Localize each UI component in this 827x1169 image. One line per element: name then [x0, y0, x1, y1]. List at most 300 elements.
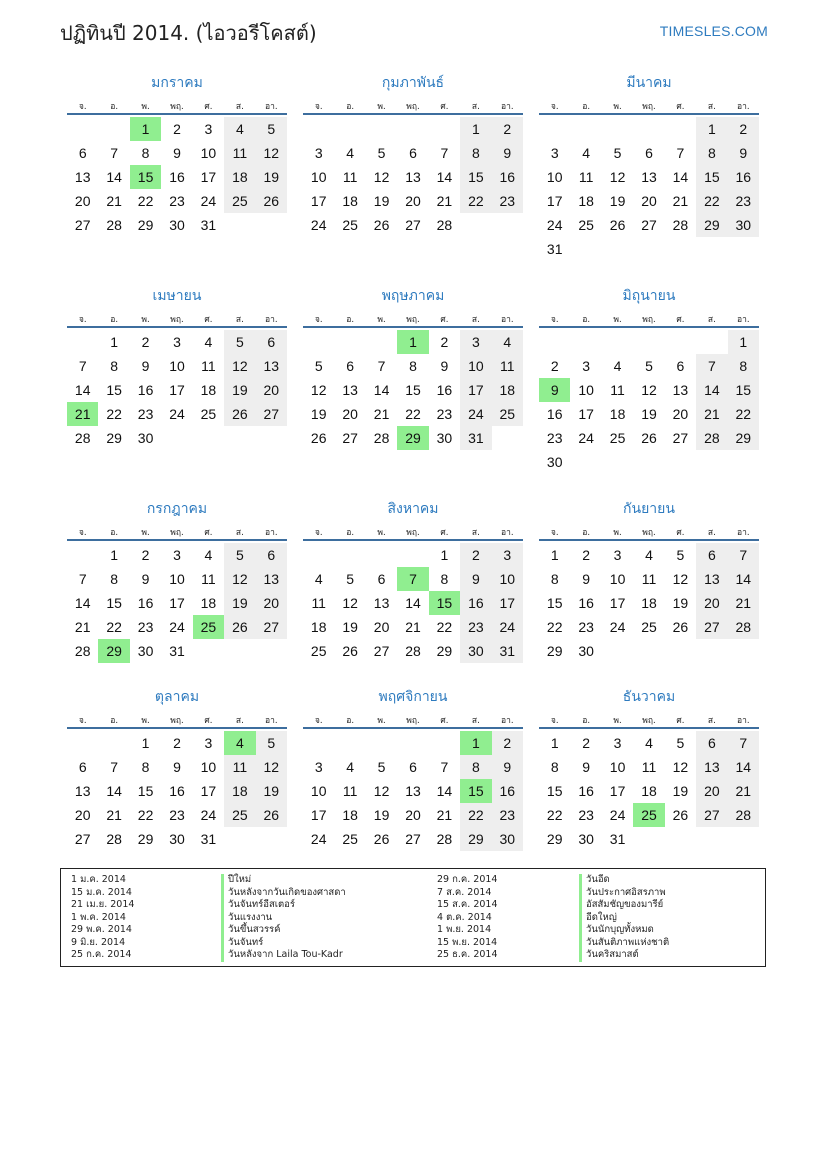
day-cell: 11	[311, 595, 326, 611]
day-cell: 12	[224, 567, 255, 591]
day-cell: 4	[492, 330, 523, 354]
day-cell: 25	[310, 643, 327, 659]
day-cell: 25	[641, 619, 657, 635]
day-cell: 14	[436, 783, 453, 799]
day-cell: 28	[373, 430, 390, 446]
day-cell: 25	[200, 406, 217, 422]
day-cell: 6	[409, 759, 417, 775]
day-cell: 9	[582, 571, 591, 587]
day-cell: 21	[106, 807, 122, 823]
day-cell: 3	[314, 145, 323, 161]
day-cell: 22	[546, 619, 563, 635]
day-cell: 4	[645, 547, 653, 563]
day-cell: 21	[436, 807, 453, 823]
day-cell: 16	[578, 595, 594, 611]
day-cell: 22	[106, 406, 122, 422]
day-cell: 20	[405, 193, 421, 209]
weekday-header: จ.	[550, 315, 559, 325]
month-name: กุมภาพันธ์	[381, 75, 445, 91]
day-cell: 7	[676, 145, 685, 161]
day-cell: 30	[169, 217, 185, 233]
weekday-header: พ.	[613, 528, 622, 538]
day-cell: 22	[137, 193, 154, 209]
day-cell: 5	[676, 547, 685, 563]
day-cell: 1	[550, 547, 559, 563]
day-cell: 16	[492, 779, 523, 803]
day-cell: 18	[641, 595, 657, 611]
day-cell: 13	[74, 783, 91, 799]
day-cell: 2	[582, 547, 591, 563]
day-cell: 11	[342, 783, 358, 799]
day-cell: 1	[440, 547, 449, 563]
day-cell: 8	[409, 358, 417, 374]
weekday-header: อ.	[110, 315, 119, 325]
day-cell: 17	[492, 591, 523, 615]
day-cell: 26	[641, 430, 657, 446]
day-cell: 18	[200, 595, 217, 611]
holiday-name: วันแรงงาน	[221, 912, 346, 925]
holiday-name: วันจันทร์	[221, 937, 346, 950]
holiday-date: 25 ธ.ค. 2014	[437, 949, 498, 960]
day-cell: 19	[224, 591, 255, 615]
holiday-list	[60, 868, 766, 967]
day-cell: 3	[492, 543, 523, 567]
day-cell: 28	[436, 831, 453, 847]
day-cell: 7	[110, 145, 119, 161]
day-cell: 7	[110, 759, 119, 775]
day-cell: 16	[578, 783, 594, 799]
day-cell: 8	[460, 755, 491, 779]
day-cell: 26	[609, 217, 626, 233]
day-cell: 11	[224, 141, 255, 165]
day-cell: 26	[224, 615, 255, 639]
day-cell: 27	[641, 217, 657, 233]
holiday-day-cell: 9	[539, 378, 570, 402]
day-cell: 17	[460, 378, 491, 402]
holiday-day-cell: 15	[429, 591, 460, 615]
weekday-header: จ.	[314, 528, 323, 538]
holiday-date: 15 ส.ค. 2014	[437, 899, 498, 910]
holiday-day-cell: 7	[397, 567, 428, 591]
day-cell: 24	[578, 430, 594, 446]
day-cell: 21	[405, 619, 421, 635]
day-cell: 5	[346, 571, 355, 587]
day-cell: 14	[373, 382, 390, 398]
day-cell: 11	[578, 169, 594, 185]
day-cell: 3	[173, 334, 181, 350]
day-cell: 9	[141, 571, 150, 587]
weekday-header: พ.	[377, 315, 386, 325]
day-cell: 18	[578, 193, 594, 209]
day-cell: 19	[310, 406, 327, 422]
day-cell: 16	[169, 783, 185, 799]
day-cell: 13	[696, 567, 727, 591]
day-cell: 10	[310, 783, 327, 799]
weekday-header: อ.	[346, 716, 355, 726]
weekday-header: จ.	[314, 716, 323, 726]
day-cell: 19	[256, 165, 287, 189]
day-cell: 13	[256, 354, 287, 378]
weekday-header: อา.	[736, 102, 750, 112]
day-cell: 16	[546, 406, 563, 422]
day-cell: 24	[200, 193, 217, 209]
holiday-names-left	[221, 874, 346, 962]
day-cell: 30	[436, 430, 453, 446]
day-cell: 28	[672, 217, 689, 233]
day-cell: 7	[440, 759, 449, 775]
day-cell: 12	[342, 595, 358, 611]
weekday-header: อา.	[264, 528, 278, 538]
day-cell: 31	[200, 217, 217, 233]
day-cell: 6	[78, 145, 87, 161]
weekday-header: อา.	[500, 528, 514, 538]
day-cell: 14	[106, 783, 122, 799]
day-cell: 2	[492, 731, 523, 755]
day-cell: 1	[110, 334, 119, 350]
day-cell: 31	[546, 241, 563, 257]
weekday-header: จ.	[550, 716, 559, 726]
day-cell: 1	[696, 117, 727, 141]
day-cell: 7	[377, 358, 386, 374]
month-divider	[303, 113, 523, 115]
day-cell: 28	[106, 217, 122, 233]
day-cell: 13	[405, 783, 421, 799]
day-cell: 13	[74, 169, 91, 185]
day-cell: 12	[256, 141, 287, 165]
day-cell: 30	[578, 831, 594, 847]
day-cell: 6	[676, 358, 685, 374]
day-cell: 5	[377, 145, 386, 161]
day-cell: 27	[74, 831, 91, 847]
weekday-header: อา.	[500, 716, 514, 726]
day-cell: 2	[141, 334, 150, 350]
day-cell: 2	[460, 543, 491, 567]
day-cell: 9	[582, 759, 591, 775]
weekday-header: อ.	[582, 102, 591, 112]
day-cell: 18	[224, 779, 255, 803]
day-cell: 16	[169, 169, 185, 185]
day-cell: 2	[173, 735, 181, 751]
day-cell: 10	[460, 354, 491, 378]
day-cell: 15	[696, 165, 727, 189]
day-cell: 4	[346, 759, 355, 775]
holiday-day-cell: 15	[130, 165, 161, 189]
day-cell: 6	[409, 145, 417, 161]
day-cell: 28	[728, 803, 759, 827]
day-cell: 6	[645, 145, 653, 161]
day-cell: 30	[137, 643, 154, 659]
day-cell: 23	[546, 430, 563, 446]
holiday-dates-right	[437, 874, 498, 962]
day-cell: 8	[110, 571, 119, 587]
day-cell: 4	[204, 547, 213, 563]
day-cell: 17	[200, 783, 217, 799]
day-cell: 29	[436, 643, 453, 659]
day-cell: 23	[492, 189, 523, 213]
day-cell: 15	[546, 783, 563, 799]
weekday-header: พฤ.	[406, 315, 420, 325]
day-cell: 9	[460, 567, 491, 591]
holiday-dates-left	[71, 874, 134, 962]
day-cell: 24	[200, 807, 217, 823]
day-cell: 19	[342, 619, 358, 635]
month-name: พฤศจิกายน	[378, 689, 448, 705]
day-cell: 25	[578, 217, 594, 233]
day-cell: 4	[314, 571, 323, 587]
day-cell: 6	[696, 543, 727, 567]
day-cell: 10	[492, 567, 523, 591]
day-cell: 28	[728, 615, 759, 639]
day-cell: 9	[173, 759, 181, 775]
day-cell: 30	[169, 831, 185, 847]
weekday-header: พฤ.	[642, 716, 656, 726]
day-cell: 20	[696, 779, 727, 803]
day-cell: 18	[224, 165, 255, 189]
holiday-day-cell: 21	[67, 402, 98, 426]
day-cell: 14	[405, 595, 421, 611]
day-cell: 18	[200, 382, 217, 398]
day-cell: 29	[106, 430, 122, 446]
day-cell: 22	[546, 807, 563, 823]
weekday-header: อา.	[264, 102, 278, 112]
holiday-name: วันหลังจาก Laila Tou-Kadr	[221, 949, 346, 962]
weekday-header: ศ.	[676, 102, 685, 112]
holiday-date: 29 ก.ค. 2014	[437, 874, 498, 885]
day-cell: 10	[546, 169, 563, 185]
day-cell: 24	[546, 217, 563, 233]
day-cell: 7	[440, 145, 449, 161]
holiday-day-cell: 1	[460, 731, 491, 755]
day-cell: 9	[173, 145, 181, 161]
weekday-header: อ.	[346, 528, 355, 538]
day-cell: 6	[256, 543, 287, 567]
day-cell: 10	[200, 759, 217, 775]
day-cell: 31	[200, 831, 217, 847]
day-cell: 24	[310, 831, 327, 847]
day-cell: 16	[460, 591, 491, 615]
day-cell: 3	[204, 121, 213, 137]
day-cell: 10	[578, 382, 594, 398]
day-cell: 23	[578, 807, 594, 823]
day-cell: 8	[110, 358, 119, 374]
day-cell: 17	[578, 406, 594, 422]
weekday-header: อ.	[110, 716, 119, 726]
holiday-date: 15 พ.ย. 2014	[437, 936, 498, 948]
holiday-day-cell: 1	[397, 330, 428, 354]
weekday-header: ศ.	[440, 102, 449, 112]
weekday-header: อา.	[500, 102, 514, 112]
holiday-day-cell: 25	[633, 803, 664, 827]
day-cell: 2	[728, 117, 759, 141]
day-cell: 25	[492, 402, 523, 426]
day-cell: 31	[609, 831, 626, 847]
holiday-name: อีดใหญ่	[579, 912, 669, 925]
weekday-header: ศ.	[440, 716, 449, 726]
day-cell: 4	[346, 145, 355, 161]
day-cell: 13	[696, 755, 727, 779]
day-cell: 21	[696, 402, 727, 426]
weekday-header: จ.	[550, 102, 559, 112]
day-cell: 26	[373, 217, 390, 233]
day-cell: 26	[373, 831, 390, 847]
weekday-header: พ.	[613, 102, 622, 112]
page-title: ปฏิทินปี 2014. (ไอวอรีโคสต์)	[60, 21, 317, 45]
month-divider	[539, 113, 759, 115]
day-cell: 19	[373, 193, 390, 209]
day-cell: 26	[256, 803, 287, 827]
day-cell: 11	[641, 571, 657, 587]
day-cell: 10	[200, 145, 217, 161]
day-cell: 25	[224, 803, 255, 827]
day-cell: 5	[256, 731, 287, 755]
weekday-header: พฤ.	[170, 102, 184, 112]
day-cell: 23	[169, 807, 185, 823]
day-cell: 21	[106, 193, 122, 209]
day-cell: 1	[728, 330, 759, 354]
day-cell: 1	[110, 547, 119, 563]
day-cell: 11	[641, 759, 657, 775]
day-cell: 20	[342, 406, 358, 422]
day-cell: 18	[310, 619, 327, 635]
weekday-header: พ.	[377, 102, 386, 112]
day-cell: 19	[224, 378, 255, 402]
day-cell: 16	[137, 382, 154, 398]
holiday-name: วันนักบุญทั้งหมด	[579, 924, 669, 937]
day-cell: 8	[141, 145, 150, 161]
day-cell: 13	[672, 382, 689, 398]
day-cell: 22	[106, 619, 122, 635]
day-cell: 22	[460, 803, 491, 827]
day-cell: 16	[492, 165, 523, 189]
month-divider	[303, 326, 523, 328]
day-cell: 29	[696, 213, 727, 237]
day-cell: 23	[137, 406, 154, 422]
holiday-day-cell: 15	[460, 779, 491, 803]
day-cell: 3	[204, 735, 213, 751]
day-cell: 22	[460, 189, 491, 213]
day-cell: 14	[74, 595, 91, 611]
day-cell: 26	[342, 643, 358, 659]
weekday-header: พ.	[377, 528, 386, 538]
day-cell: 19	[672, 783, 689, 799]
month-divider	[539, 326, 759, 328]
month-divider	[303, 539, 523, 541]
day-cell: 2	[440, 334, 449, 350]
day-cell: 5	[224, 330, 255, 354]
day-cell: 1	[550, 735, 559, 751]
holiday-date: 4 ต.ค. 2014	[437, 911, 492, 923]
day-cell: 25	[224, 189, 255, 213]
day-cell: 4	[204, 334, 213, 350]
day-cell: 29	[460, 827, 491, 851]
day-cell: 11	[201, 358, 216, 374]
day-cell: 2	[173, 121, 181, 137]
day-cell: 19	[672, 595, 689, 611]
weekday-header: ศ.	[204, 102, 213, 112]
day-cell: 26	[256, 189, 287, 213]
weekday-header: พ.	[141, 315, 150, 325]
holiday-name: วันคริสมาสต์	[579, 949, 669, 962]
month-name: พฤษภาคม	[381, 288, 445, 304]
weekday-header: พ.	[613, 315, 622, 325]
day-cell: 25	[609, 430, 626, 446]
day-cell: 14	[696, 378, 727, 402]
weekday-header: พ.	[141, 102, 150, 112]
day-cell: 27	[74, 217, 91, 233]
day-cell: 12	[609, 169, 626, 185]
day-cell: 31	[492, 639, 523, 663]
day-cell: 22	[696, 189, 727, 213]
day-cell: 6	[78, 759, 87, 775]
day-cell: 20	[74, 193, 91, 209]
day-cell: 20	[405, 807, 421, 823]
weekday-header: ส.	[471, 102, 480, 112]
day-cell: 16	[436, 382, 453, 398]
day-cell: 13	[405, 169, 421, 185]
day-cell: 29	[546, 831, 563, 847]
weekday-header: อา.	[736, 528, 750, 538]
weekday-header: ส.	[707, 716, 716, 726]
day-cell: 23	[137, 619, 154, 635]
day-cell: 28	[106, 831, 122, 847]
weekday-header: ส.	[235, 315, 244, 325]
day-cell: 17	[546, 193, 563, 209]
day-cell: 20	[641, 193, 657, 209]
day-cell: 18	[609, 406, 626, 422]
weekday-header: จ.	[78, 315, 87, 325]
holiday-date: 21 เม.ย. 2014	[71, 899, 135, 910]
day-cell: 1	[141, 735, 150, 751]
month-divider	[303, 727, 523, 729]
weekday-header: พ.	[141, 528, 150, 538]
day-cell: 11	[224, 755, 255, 779]
day-cell: 20	[672, 406, 689, 422]
day-cell: 19	[609, 193, 626, 209]
day-cell: 9	[440, 358, 449, 374]
day-cell: 12	[641, 382, 657, 398]
holiday-date: 7 ส.ค. 2014	[437, 886, 492, 898]
day-cell: 7	[696, 354, 727, 378]
day-cell: 3	[613, 547, 622, 563]
month-name: กันยายน	[623, 501, 675, 517]
day-cell: 19	[256, 779, 287, 803]
day-cell: 8	[550, 571, 559, 587]
day-cell: 26	[672, 807, 689, 823]
holiday-name: วันประกาศอิสรภาพ	[579, 887, 669, 900]
day-cell: 16	[728, 165, 759, 189]
day-cell: 30	[137, 430, 154, 446]
day-cell: 13	[342, 382, 358, 398]
weekday-header: อ.	[582, 528, 591, 538]
day-cell: 10	[609, 571, 626, 587]
day-cell: 17	[609, 595, 626, 611]
weekday-header: อา.	[736, 716, 750, 726]
day-cell: 11	[610, 382, 625, 398]
day-cell: 7	[728, 543, 759, 567]
day-cell: 18	[342, 193, 358, 209]
weekday-header: จ.	[78, 528, 87, 538]
weekday-header: อา.	[264, 716, 278, 726]
weekday-header: พฤ.	[170, 315, 184, 325]
brand-logo[interactable]: TIMESLES.COM	[659, 23, 768, 39]
day-cell: 6	[377, 571, 386, 587]
day-cell: 27	[342, 430, 358, 446]
day-cell: 1	[460, 117, 491, 141]
weekday-header: อา.	[264, 315, 278, 325]
month-name: มีนาคม	[626, 75, 672, 91]
day-cell: 20	[256, 378, 287, 402]
day-cell: 7	[78, 571, 87, 587]
